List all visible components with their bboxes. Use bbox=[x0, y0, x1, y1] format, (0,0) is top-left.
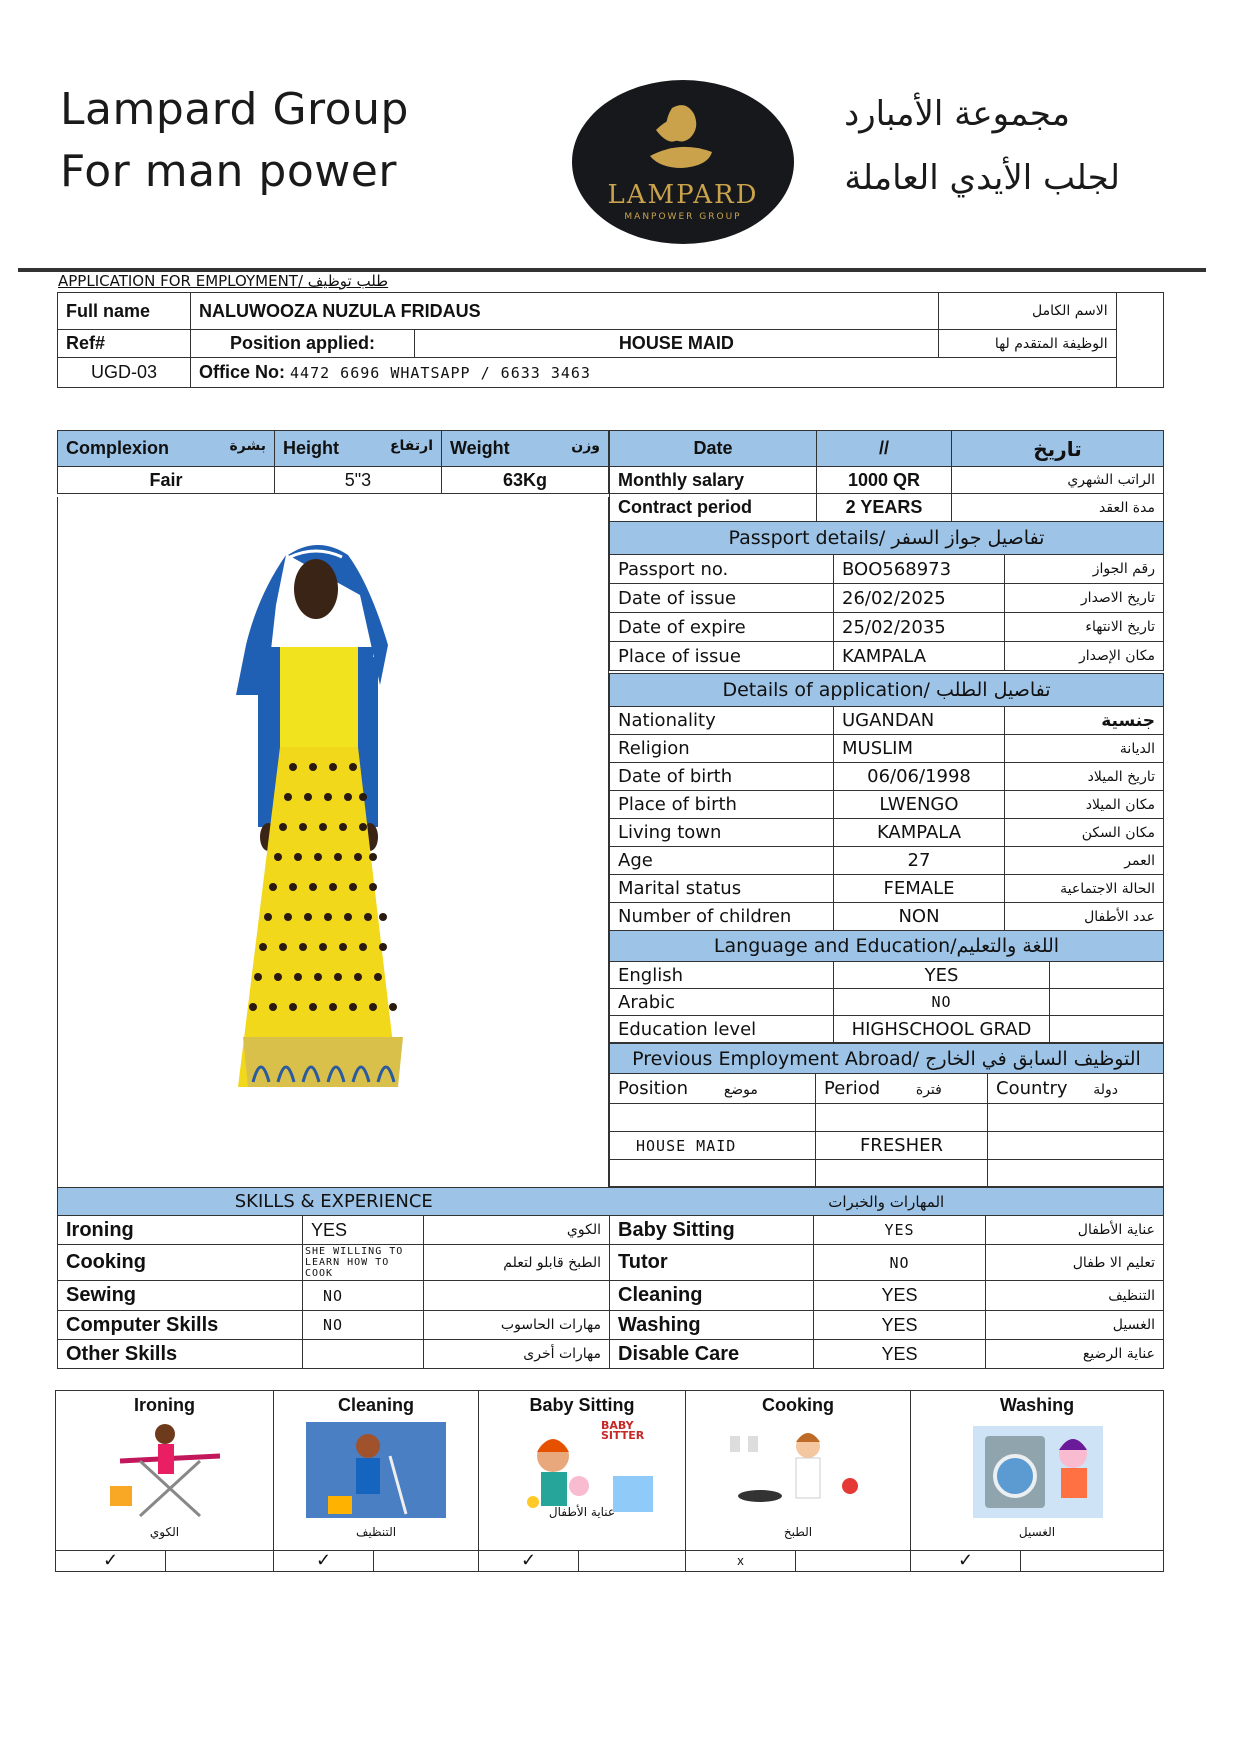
company-name-line1: Lampard Group bbox=[60, 84, 409, 135]
language-table bbox=[609, 930, 1164, 1043]
complexion-value: Fair bbox=[58, 467, 275, 494]
children-value: NON bbox=[834, 903, 1005, 931]
skill-washing-value: YES bbox=[814, 1311, 986, 1340]
skill-disable-care-value: YES bbox=[814, 1340, 986, 1369]
age-label: Age bbox=[610, 847, 834, 875]
office-label: Office No: bbox=[199, 362, 286, 382]
contract-period-label: Contract period bbox=[610, 494, 817, 522]
table-row bbox=[58, 1245, 1164, 1281]
gallery-ar-cleaning: التنظيف bbox=[355, 1525, 397, 1539]
ref-label: Ref# bbox=[58, 330, 191, 358]
table-row bbox=[610, 584, 1164, 613]
age-ar: العمر bbox=[1005, 847, 1164, 875]
date-value: // bbox=[817, 431, 952, 467]
skill-cleaning-ar: التنظيف bbox=[986, 1281, 1164, 1311]
marital-status-value: FEMALE bbox=[834, 875, 1005, 903]
skills-title-ar: المهارات والخبرات bbox=[610, 1188, 1164, 1216]
table-row bbox=[610, 875, 1164, 903]
date-label: Date bbox=[610, 431, 817, 467]
skill-other-ar: مهارات أخرى bbox=[424, 1340, 610, 1369]
prev-period-value: FRESHER bbox=[816, 1132, 988, 1160]
table-row bbox=[610, 707, 1164, 735]
height-value: 5"3 bbox=[275, 467, 442, 494]
passport-no-label: Passport no. bbox=[610, 555, 834, 584]
ironing-illustration bbox=[60, 1416, 268, 1520]
office-value: 4472 6696 WHATSAPP / 6633 3463 bbox=[290, 364, 591, 382]
skill-washing-ar: الغسيل bbox=[986, 1311, 1164, 1340]
position-ar: الوظيفة المتقدم لها bbox=[938, 330, 1116, 358]
full-name-value: NALUWOOZA NUZULA FRIDAUS bbox=[191, 293, 939, 330]
candidate-photo-frame bbox=[57, 497, 609, 1187]
prev-position-ar: موضع bbox=[723, 1082, 758, 1098]
gallery-title-washing: Washing bbox=[999, 1395, 1075, 1415]
skill-sewing-value: NO bbox=[303, 1281, 424, 1311]
skill-cleaning-label: Cleaning bbox=[610, 1281, 814, 1311]
birth-place-ar: مكان الميلاد bbox=[1005, 791, 1164, 819]
gallery-title-cooking: Cooking bbox=[762, 1395, 834, 1415]
skill-computer-ar: مهارات الحاسوب bbox=[424, 1311, 610, 1340]
gallery-card-cooking bbox=[686, 1391, 911, 1551]
nationality-value: UGANDAN bbox=[834, 707, 1005, 735]
religion-label: Religion bbox=[610, 735, 834, 763]
physical-table bbox=[57, 430, 609, 494]
skills-gallery bbox=[55, 1390, 1164, 1572]
skill-cooking-ar: الطبخ قابلو لتعلم bbox=[424, 1245, 610, 1281]
table-row bbox=[610, 735, 1164, 763]
height-label: Height bbox=[283, 438, 339, 458]
table-row bbox=[610, 1016, 1164, 1043]
prev-country-ar: دولة bbox=[1093, 1082, 1119, 1098]
cooking-checkmark[interactable]: x bbox=[686, 1551, 796, 1571]
ref-value: UGD-03 bbox=[58, 358, 191, 388]
skill-tutor-label: Tutor bbox=[610, 1245, 814, 1281]
weight-value: 63Kg bbox=[442, 467, 609, 494]
logo-wordmark: LAMPARD bbox=[607, 180, 759, 210]
washing-checkmark[interactable]: ✓ bbox=[911, 1551, 1021, 1571]
language-section-title: Language and Education/اللغة والتعليم bbox=[610, 931, 1164, 962]
full-name-label: Full name bbox=[58, 293, 191, 330]
previous-employment-table bbox=[609, 1043, 1164, 1187]
skill-computer-label: Computer Skills bbox=[58, 1311, 303, 1340]
company-name-ar-line1: مجموعة الأمبارد bbox=[844, 94, 1070, 134]
skill-ironing-ar: الكوي bbox=[424, 1216, 610, 1245]
table-row bbox=[610, 962, 1164, 989]
personal-info-table bbox=[57, 292, 1164, 388]
contract-period-value: 2 YEARS bbox=[817, 494, 952, 522]
birth-date-ar: تاريخ الميلاد bbox=[1005, 763, 1164, 791]
weight-label: Weight bbox=[450, 438, 510, 458]
table-row bbox=[610, 847, 1164, 875]
table-row bbox=[610, 819, 1164, 847]
age-value: 27 bbox=[834, 847, 1005, 875]
marital-status-ar: الحالة الاجتماعية bbox=[1005, 875, 1164, 903]
salary-ar: الراتب الشهري bbox=[952, 467, 1164, 494]
issue-place-value: KAMPALA bbox=[834, 642, 1005, 671]
skills-table bbox=[57, 1187, 1164, 1369]
marital-status-label: Marital status bbox=[610, 875, 834, 903]
table-row bbox=[610, 791, 1164, 819]
gallery-title-ironing: Ironing bbox=[134, 1395, 195, 1415]
logo-subtext: MANPOWER GROUP bbox=[624, 212, 742, 222]
english-value: YES bbox=[834, 962, 1050, 989]
baby-sitting-checkmark[interactable]: ✓ bbox=[479, 1551, 579, 1571]
arabic-value: NO bbox=[834, 989, 1050, 1016]
expire-date-value: 25/02/2035 bbox=[834, 613, 1005, 642]
skill-other-label: Other Skills bbox=[58, 1340, 303, 1369]
skill-baby-sitting-label: Baby Sitting bbox=[610, 1216, 814, 1245]
issue-date-value: 26/02/2025 bbox=[834, 584, 1005, 613]
table-row bbox=[610, 763, 1164, 791]
issue-place-label: Place of issue bbox=[610, 642, 834, 671]
skill-computer-value: NO bbox=[303, 1311, 424, 1340]
table-row bbox=[610, 642, 1164, 671]
skill-sewing-ar bbox=[424, 1281, 610, 1311]
height-ar: ارتفاع bbox=[389, 438, 433, 454]
weight-ar: وزن bbox=[571, 438, 600, 454]
gallery-ar-cooking: الطبخ bbox=[783, 1525, 813, 1539]
skill-cooking-value: SHE WILLING TO LEARN HOW TO COOK bbox=[303, 1245, 424, 1281]
company-name-line2: For man power bbox=[60, 146, 397, 197]
table-row bbox=[610, 989, 1164, 1016]
cooking-illustration bbox=[690, 1416, 906, 1520]
company-logo bbox=[572, 80, 794, 244]
issue-date-ar: تاريخ الاصدار bbox=[1005, 584, 1164, 613]
table-row bbox=[58, 1281, 1164, 1311]
passport-no-ar: رقم الجواز bbox=[1005, 555, 1164, 584]
passport-table bbox=[609, 521, 1164, 671]
expire-date-label: Date of expire bbox=[610, 613, 834, 642]
gallery-title-baby-sitting: Baby Sitting bbox=[529, 1395, 635, 1415]
living-town-value: KAMPALA bbox=[834, 819, 1005, 847]
passport-section-title: Passport details/ تفاصيل جواز السفر bbox=[610, 522, 1164, 555]
salary-label: Monthly salary bbox=[610, 467, 817, 494]
birth-date-value: 06/06/1998 bbox=[834, 763, 1005, 791]
expire-date-ar: تاريخ الانتهاء bbox=[1005, 613, 1164, 642]
candidate-photo bbox=[58, 497, 610, 1187]
table-row bbox=[58, 1216, 1164, 1245]
ironing-checkmark[interactable]: ✓ bbox=[56, 1551, 166, 1571]
passport-no-value: BOO568973 bbox=[834, 555, 1005, 584]
date-ar: تاريخ bbox=[952, 431, 1164, 467]
gallery-card-washing bbox=[911, 1391, 1164, 1551]
company-name-ar-line2: لجلب الأيدي العاملة bbox=[844, 158, 1120, 198]
birth-place-label: Place of birth bbox=[610, 791, 834, 819]
prev-period-ar: فترة bbox=[915, 1082, 942, 1098]
issue-date-label: Date of issue bbox=[610, 584, 834, 613]
prev-position-value: HOUSE MAID bbox=[610, 1132, 816, 1160]
gallery-card-ironing bbox=[56, 1391, 274, 1551]
details-table bbox=[609, 430, 1164, 522]
application-title: APPLICATION FOR EMPLOYMENT/ طلب توظيف bbox=[58, 272, 389, 290]
skills-title-en: SKILLS & EXPERIENCE bbox=[58, 1188, 610, 1216]
nationality-label: Nationality bbox=[610, 707, 834, 735]
washing-illustration bbox=[915, 1416, 1155, 1520]
issue-place-ar: مكان الإصدار bbox=[1005, 642, 1164, 671]
religion-value: MUSLIM bbox=[834, 735, 1005, 763]
complexion-ar: بشرة bbox=[229, 438, 266, 454]
complexion-label: Complexion bbox=[66, 438, 170, 458]
skill-tutor-ar: تعليم الا طفال bbox=[986, 1245, 1164, 1281]
skill-cooking-label: Cooking bbox=[58, 1245, 303, 1281]
birth-place-value: LWENGO bbox=[834, 791, 1005, 819]
gallery-card-baby-sitting bbox=[479, 1391, 686, 1551]
gallery-ar-washing: الغسيل bbox=[1018, 1525, 1056, 1539]
skill-baby-sitting-ar: عناية الأطفال bbox=[986, 1216, 1164, 1245]
gallery-title-cleaning: Cleaning bbox=[337, 1395, 414, 1415]
table-row bbox=[58, 1340, 1164, 1369]
application-details-table bbox=[609, 673, 1164, 931]
gallery-ar-baby-sitting: عناية الأطفال bbox=[548, 1505, 616, 1519]
children-ar: عدد الأطفال bbox=[1005, 903, 1164, 931]
arabic-label: Arabic bbox=[610, 989, 834, 1016]
previous-employment-title: Previous Employment Abroad/ التوظيف السابق في الخارج bbox=[610, 1044, 1164, 1074]
skill-washing-label: Washing bbox=[610, 1311, 814, 1340]
position-label: Position applied: bbox=[191, 330, 415, 358]
religion-ar: الديانة bbox=[1005, 735, 1164, 763]
living-town-ar: مكان السكن bbox=[1005, 819, 1164, 847]
education-value: HIGHSCHOOL GRAD bbox=[834, 1016, 1050, 1043]
table-row bbox=[610, 903, 1164, 931]
table-row bbox=[58, 1311, 1164, 1340]
application-section-title: Details of application/ تفاصيل الطلب bbox=[610, 674, 1164, 707]
blank-cell bbox=[1116, 293, 1163, 388]
education-label: Education level bbox=[610, 1016, 834, 1043]
skill-disable-care-ar: عناية الرضيع bbox=[986, 1340, 1164, 1369]
skill-baby-sitting-value: YES bbox=[814, 1216, 986, 1245]
prev-period-label: Period bbox=[824, 1078, 881, 1099]
skill-disable-care-label: Disable Care bbox=[610, 1340, 814, 1369]
table-row bbox=[610, 613, 1164, 642]
skill-ironing-label: Ironing bbox=[58, 1216, 303, 1245]
cleaning-illustration bbox=[278, 1416, 474, 1520]
prev-country-label: Country bbox=[996, 1078, 1068, 1099]
birth-date-label: Date of birth bbox=[610, 763, 834, 791]
table-row bbox=[610, 555, 1164, 584]
contract-period-ar: مدة العقد bbox=[952, 494, 1164, 522]
gallery-ar-ironing: الكوي bbox=[149, 1525, 180, 1539]
living-town-label: Living town bbox=[610, 819, 834, 847]
salary-value: 1000 QR bbox=[817, 467, 952, 494]
skill-cleaning-value: YES bbox=[814, 1281, 986, 1311]
baby-sitter-badge: BABY SITTER bbox=[601, 1419, 645, 1442]
skill-sewing-label: Sewing bbox=[58, 1281, 303, 1311]
cleaning-checkmark[interactable]: ✓ bbox=[274, 1551, 374, 1571]
children-label: Number of children bbox=[610, 903, 834, 931]
prev-position-label: Position bbox=[618, 1078, 689, 1099]
skill-other-value bbox=[303, 1340, 424, 1369]
full-name-ar: الاسم الكامل bbox=[938, 293, 1116, 330]
nationality-ar: جنسية bbox=[1005, 707, 1164, 735]
skill-tutor-value: NO bbox=[814, 1245, 986, 1281]
gallery-card-cleaning bbox=[274, 1391, 479, 1551]
skill-ironing-value: YES bbox=[303, 1216, 424, 1245]
position-value: HOUSE MAID bbox=[415, 330, 939, 358]
english-label: English bbox=[610, 962, 834, 989]
